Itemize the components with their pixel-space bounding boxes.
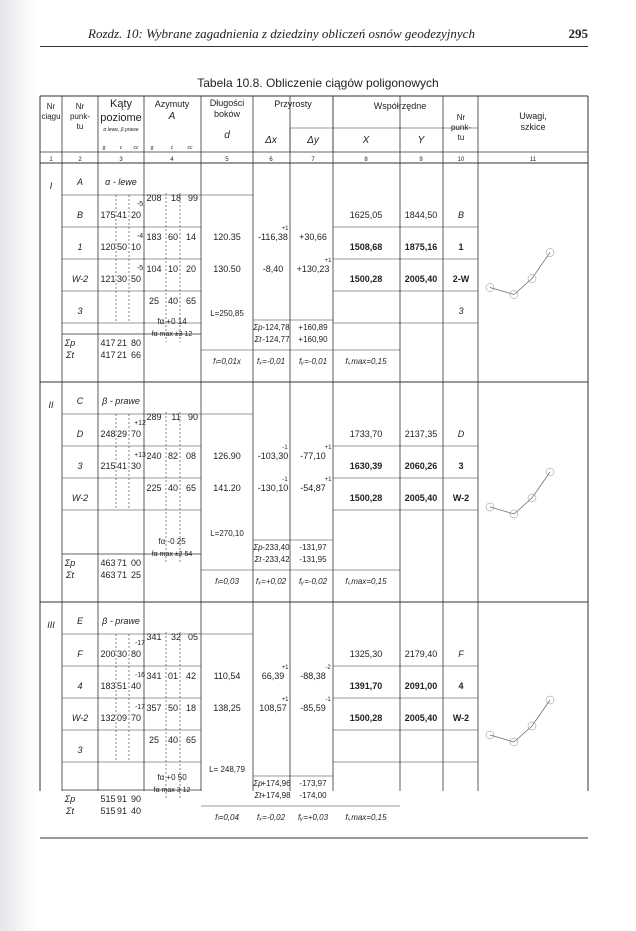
sum-t-g: 463 xyxy=(100,570,116,580)
angle-g: 248 xyxy=(100,429,116,439)
traverse-sketch xyxy=(486,696,554,746)
sum-t-label: Σt xyxy=(254,555,262,564)
coord-y: 2005,40 xyxy=(404,274,438,284)
azimuth-c: 32 xyxy=(170,632,182,642)
sum-dx-t: -233,42 xyxy=(262,555,290,564)
azimuth-c: 60 xyxy=(167,232,179,242)
azimuth-g: 225 xyxy=(146,483,162,493)
angle-correction: +13 xyxy=(134,452,146,459)
coord-y: 2091,00 xyxy=(404,681,438,691)
dy-correction: +1 xyxy=(324,258,332,264)
angle-cc: 70 xyxy=(130,429,142,439)
column-number: 3 xyxy=(119,157,123,163)
azimuth-g: 25 xyxy=(148,296,160,306)
hdr-katy: Kąty xyxy=(109,98,133,110)
angle-correction: +12 xyxy=(134,420,146,427)
sum-t-label: Σt xyxy=(66,570,74,580)
angle-cc: 80 xyxy=(130,649,142,659)
hdr-nr-punktu-right: tu xyxy=(457,133,465,142)
coord-x: 1625,05 xyxy=(349,210,383,220)
point-label: 1 xyxy=(77,242,83,252)
angle-correction: -5 xyxy=(136,265,144,272)
sum-t-c: 21 xyxy=(116,350,128,360)
section-id: II xyxy=(48,400,54,410)
hdr-dlugosci: Długości xyxy=(209,98,245,108)
coord-y: 2005,40 xyxy=(404,713,438,723)
hdr-unit: cc xyxy=(187,145,193,151)
angular-misclosure: fα -0 25 xyxy=(158,537,186,546)
angle-g: 132 xyxy=(100,713,116,723)
traverse-sketch xyxy=(486,249,554,299)
azimuth-c: 40 xyxy=(167,483,179,493)
angle-c: 50 xyxy=(116,242,128,252)
sum-dy-p: -131,97 xyxy=(299,543,327,552)
angle-c: 30 xyxy=(116,274,128,284)
hdr-katy: poziome xyxy=(100,112,142,124)
sum-p-label: Σp xyxy=(64,558,76,568)
sum-dx-p: -124,78 xyxy=(262,323,290,332)
side-length: 120.35 xyxy=(213,232,241,242)
linear-misclosure-max: fₗ,max=0,15 xyxy=(345,813,387,822)
hdr-uwagi: Uwagi, xyxy=(519,111,547,121)
hdr-nr-punktu: Nr xyxy=(75,102,85,111)
hdr-unit: c xyxy=(170,145,174,151)
point-label: 3 xyxy=(77,745,83,755)
hdr-uwagi: szkice xyxy=(520,122,546,132)
sum-p-label: Σp xyxy=(64,794,76,804)
column-number: 11 xyxy=(529,157,537,163)
azimuth-cc: 90 xyxy=(187,412,199,422)
coord-x: 1500,28 xyxy=(349,274,383,284)
hdr-dlugosci: d xyxy=(224,130,230,141)
azimuth-cc: 65 xyxy=(185,296,197,306)
angle-c: 41 xyxy=(116,210,128,220)
linear-misclosure-max: fₗ,max=0,15 xyxy=(345,357,387,366)
azimuth-cc: 18 xyxy=(185,703,197,713)
delta-x: -116,38 xyxy=(258,232,288,242)
point-label-right: 3 xyxy=(458,306,464,316)
side-length: 110,54 xyxy=(213,671,241,681)
hdr-unit: g xyxy=(102,145,106,151)
sum-p-label: Σp xyxy=(253,779,263,788)
delta-x: -130,10 xyxy=(257,483,289,493)
angle-cc: 50 xyxy=(130,274,142,284)
azimuth-cc: 20 xyxy=(185,264,197,274)
point-label-right: 3 xyxy=(458,461,464,471)
sum-p-c: 91 xyxy=(116,794,128,804)
angle-direction: β - prawe xyxy=(102,396,140,406)
azimuth-g: 240 xyxy=(146,451,162,461)
sum-p-g: 515 xyxy=(100,794,116,804)
angle-c: 30 xyxy=(116,649,128,659)
angular-misclosure: fα +0 14 xyxy=(157,317,187,326)
section-id: III xyxy=(47,620,55,630)
coord-y: 2060,26 xyxy=(404,461,438,471)
dx-correction: +1 xyxy=(281,665,289,671)
column-number: 2 xyxy=(78,157,82,163)
angle-cc: 20 xyxy=(130,210,142,220)
delta-x: 66,39 xyxy=(261,671,285,681)
column-number: 9 xyxy=(419,157,423,163)
hdr-nr-ciagu: ciągu xyxy=(41,112,61,121)
delta-x: -8,40 xyxy=(262,264,284,274)
azimuth-c: 18 xyxy=(170,193,182,203)
angle-correction: -4 xyxy=(136,233,144,240)
angle-correction: -17 xyxy=(134,640,146,647)
delta-y: -85,59 xyxy=(300,703,326,713)
sum-t-cc: 40 xyxy=(130,806,142,816)
linear-misclosure: fₗ=0,01x xyxy=(213,357,241,366)
angle-c: 41 xyxy=(116,461,128,471)
misclosure-y: fᵧ=-0,01 xyxy=(298,357,328,366)
angle-direction: α - lewe xyxy=(105,177,137,187)
delta-x: 108,57 xyxy=(259,703,287,713)
azimuth-cc: 14 xyxy=(185,232,197,242)
column-number: 4 xyxy=(170,157,174,163)
angle-g: 175 xyxy=(100,210,116,220)
angle-c: 09 xyxy=(116,713,128,723)
azimuth-c: 40 xyxy=(167,296,179,306)
point-label-right: 1 xyxy=(458,242,464,252)
point-label: W-2 xyxy=(71,493,89,503)
point-label-right: W-2 xyxy=(452,713,470,723)
coord-y: 2137,35 xyxy=(404,429,438,439)
linear-misclosure: fₗ=0,03 xyxy=(215,577,239,586)
dy-correction: +1 xyxy=(324,445,332,451)
dy-correction: -1 xyxy=(325,697,331,703)
azimuth-cc: 05 xyxy=(187,632,199,642)
section-id: I xyxy=(49,181,53,191)
dx-correction: +1 xyxy=(281,697,289,703)
misclosure-x: fₓ=-0,02 xyxy=(256,813,286,822)
sum-dx-t: -124,77 xyxy=(262,335,290,344)
angular-misclosure-max: fα max ±2 54 xyxy=(151,551,193,558)
azimuth-c: 01 xyxy=(167,671,179,681)
angle-cc: 40 xyxy=(130,681,142,691)
sum-dy-t: -131,95 xyxy=(299,555,327,564)
sum-t-label: Σt xyxy=(66,350,74,360)
angle-c: 51 xyxy=(116,681,128,691)
hdr-wspolrzedne: Współrzędne xyxy=(373,101,427,111)
azimuth-g: 289 xyxy=(146,412,162,422)
column-number: 1 xyxy=(49,157,53,163)
dx-correction: +1 xyxy=(281,226,289,232)
angular-misclosure: fα +0 50 xyxy=(157,773,187,782)
hdr-dlugosci: boków xyxy=(213,109,241,119)
coord-x: 1391,70 xyxy=(349,681,383,691)
sketch-line xyxy=(490,253,550,295)
hdr-nr-punktu: tu xyxy=(76,122,84,131)
azimuth-c: 40 xyxy=(167,735,179,745)
coord-x: 1733,70 xyxy=(349,429,383,439)
side-length: 130.50 xyxy=(213,264,241,274)
azimuth-cc: 99 xyxy=(187,193,199,203)
column-number: 8 xyxy=(364,157,368,163)
azimuth-cc: 08 xyxy=(185,451,197,461)
traverse-length: L=270,10 xyxy=(210,529,244,538)
sum-p-c: 71 xyxy=(116,558,128,568)
azimuth-c: 82 xyxy=(167,451,179,461)
sum-t-cc: 66 xyxy=(130,350,142,360)
hdr-unit: cc xyxy=(133,145,139,151)
sum-p-g: 463 xyxy=(100,558,116,568)
side-length: 141.20 xyxy=(213,483,241,493)
hdr-azymuty: Azymuty xyxy=(154,99,190,109)
sum-p-cc: 00 xyxy=(130,558,142,568)
azimuth-c: 10 xyxy=(167,264,179,274)
coord-x: 1630,39 xyxy=(349,461,383,471)
dx-correction: -1 xyxy=(282,477,288,483)
point-label: 3 xyxy=(77,306,83,316)
sum-dx-t: +174,98 xyxy=(261,791,291,800)
hdr-przyrosty: Przyrosty xyxy=(274,99,312,109)
hdr-nr-punktu-right: punk- xyxy=(450,123,472,132)
angular-misclosure-max: fα max ±3 12 xyxy=(151,331,193,338)
point-label-right: W-2 xyxy=(452,493,470,503)
start-point: C xyxy=(76,396,84,406)
sum-t-c: 71 xyxy=(116,570,128,580)
sum-dy-t: -174,00 xyxy=(299,791,327,800)
sum-p-cc: 80 xyxy=(130,338,142,348)
angle-g: 215 xyxy=(100,461,116,471)
coord-x: 1500,28 xyxy=(349,713,383,723)
angle-cc: 10 xyxy=(130,242,142,252)
sum-p-g: 417 xyxy=(100,338,116,348)
misclosure-x: fₓ=-0,01 xyxy=(256,357,286,366)
angle-g: 121 xyxy=(100,274,116,284)
hdr-x: X xyxy=(362,135,370,146)
azimuth-g: 357 xyxy=(146,703,162,713)
sum-p-c: 21 xyxy=(116,338,128,348)
misclosure-y: fᵧ=-0,02 xyxy=(298,577,328,586)
point-label: F xyxy=(77,649,83,659)
start-point: E xyxy=(76,616,84,626)
coord-y: 2179,40 xyxy=(404,649,438,659)
sum-t-label: Σt xyxy=(254,791,262,800)
sum-p-label: Σp xyxy=(253,543,263,552)
angular-misclosure-max: fα max 3 12 xyxy=(153,787,191,794)
angle-g: 183 xyxy=(100,681,116,691)
azimuth-g: 341 xyxy=(146,632,162,642)
coord-x: 1325,30 xyxy=(349,649,383,659)
point-label-right: B xyxy=(457,210,465,220)
page-number: 295 xyxy=(568,26,588,41)
start-point: A xyxy=(76,177,84,187)
point-label-right: D xyxy=(457,429,465,439)
coord-y: 1875,16 xyxy=(404,242,438,252)
misclosure-x: fₓ=+0,02 xyxy=(255,577,287,586)
sum-t-label: Σt xyxy=(254,335,262,344)
delta-y: -54,87 xyxy=(300,483,326,493)
sum-dx-p: -233,40 xyxy=(262,543,290,552)
running-title: Rozdz. 10: Wybrane zagadnienia z dziedziny obliczeń osnów geodezyjnych xyxy=(88,26,475,41)
coord-y: 2005,40 xyxy=(404,493,438,503)
angle-correction: -17 xyxy=(134,704,146,711)
sum-t-c: 91 xyxy=(116,806,128,816)
azimuth-cc: 42 xyxy=(185,671,197,681)
angle-c: 29 xyxy=(116,429,128,439)
sum-t-g: 515 xyxy=(100,806,116,816)
hdr-dx: Δx xyxy=(265,135,277,146)
point-label: W-2 xyxy=(71,274,89,284)
coord-y: 1844,50 xyxy=(404,210,438,220)
misclosure-y: fᵧ=+0,03 xyxy=(297,813,329,822)
sum-dy-p: -173,97 xyxy=(299,779,327,788)
sum-t-cc: 25 xyxy=(130,570,142,580)
point-label-right: 4 xyxy=(458,681,464,691)
table-title: Tabela 10.8. Obliczenie ciągów poligonowych xyxy=(197,76,439,90)
sum-t-g: 417 xyxy=(100,350,116,360)
angle-correction: -5 xyxy=(136,201,144,208)
angle-correction: -16 xyxy=(134,672,146,679)
coord-x: 1500,28 xyxy=(349,493,383,503)
column-number: 7 xyxy=(311,157,315,163)
side-length: 126.90 xyxy=(213,451,241,461)
linear-misclosure-max: fₗ,max=0,15 xyxy=(345,577,387,586)
traverse-sketch xyxy=(486,468,554,518)
delta-y: +30,66 xyxy=(299,232,327,242)
point-label-right: F xyxy=(458,649,464,659)
hdr-katy-sub: α lewe, β prawe xyxy=(103,127,139,133)
point-label: B xyxy=(76,210,84,220)
azimuth-g: 25 xyxy=(148,735,160,745)
hdr-nr-ciagu: Nr xyxy=(46,102,56,111)
traverse-length: L=250,85 xyxy=(210,309,244,318)
sketch-line xyxy=(490,472,550,514)
hdr-nr-punktu: punk- xyxy=(69,112,91,121)
delta-x: -103,30 xyxy=(257,451,289,461)
angle-g: 120 xyxy=(100,242,116,252)
azimuth-g: 208 xyxy=(146,193,162,203)
point-label: W-2 xyxy=(71,713,89,723)
azimuth-c: 11 xyxy=(171,412,181,422)
column-number: 10 xyxy=(457,157,465,163)
azimuth-g: 341 xyxy=(146,671,162,681)
sum-p-label: Σp xyxy=(253,323,263,332)
angle-cc: 70 xyxy=(130,713,142,723)
linear-misclosure: fₗ=0,04 xyxy=(215,813,239,822)
delta-y: -88,38 xyxy=(300,671,326,681)
point-label: 4 xyxy=(77,681,83,691)
coord-x: 1508,68 xyxy=(349,242,383,252)
sum-dy-t: +160,90 xyxy=(298,335,328,344)
angle-direction: β - prawe xyxy=(102,616,140,626)
dy-correction: +1 xyxy=(324,477,332,483)
traverse-length: L= 248,79 xyxy=(209,765,245,774)
hdr-azymuty: A xyxy=(168,111,176,122)
azimuth-cc: 65 xyxy=(185,735,197,745)
point-label: 3 xyxy=(77,461,83,471)
sum-p-cc: 90 xyxy=(130,794,142,804)
azimuth-cc: 65 xyxy=(185,483,197,493)
sum-p-label: Σp xyxy=(64,338,76,348)
sketch-line xyxy=(490,700,550,742)
point-label: D xyxy=(76,429,84,439)
dy-correction: -2 xyxy=(325,665,331,671)
hdr-nr-punktu-right: Nr xyxy=(456,113,466,122)
delta-y: +130,23 xyxy=(296,264,330,274)
azimuth-g: 104 xyxy=(146,264,162,274)
hdr-dy: Δy xyxy=(307,135,319,146)
delta-y: -77,10 xyxy=(300,451,326,461)
azimuth-c: 50 xyxy=(167,703,179,713)
column-number: 5 xyxy=(225,157,229,163)
point-label-right: 2-W xyxy=(452,274,470,284)
angle-cc: 30 xyxy=(130,461,142,471)
hdr-y: Y xyxy=(417,135,425,146)
sum-dy-p: +160,89 xyxy=(298,323,328,332)
azimuth-g: 183 xyxy=(146,232,162,242)
angle-g: 200 xyxy=(100,649,116,659)
sum-dx-p: +174,96 xyxy=(261,779,291,788)
side-length: 138,25 xyxy=(213,703,241,713)
sum-t-label: Σt xyxy=(66,806,74,816)
dx-correction: -1 xyxy=(282,445,288,451)
column-number: 6 xyxy=(269,157,273,163)
hdr-unit: g xyxy=(150,145,154,151)
hdr-unit: c xyxy=(119,145,123,151)
